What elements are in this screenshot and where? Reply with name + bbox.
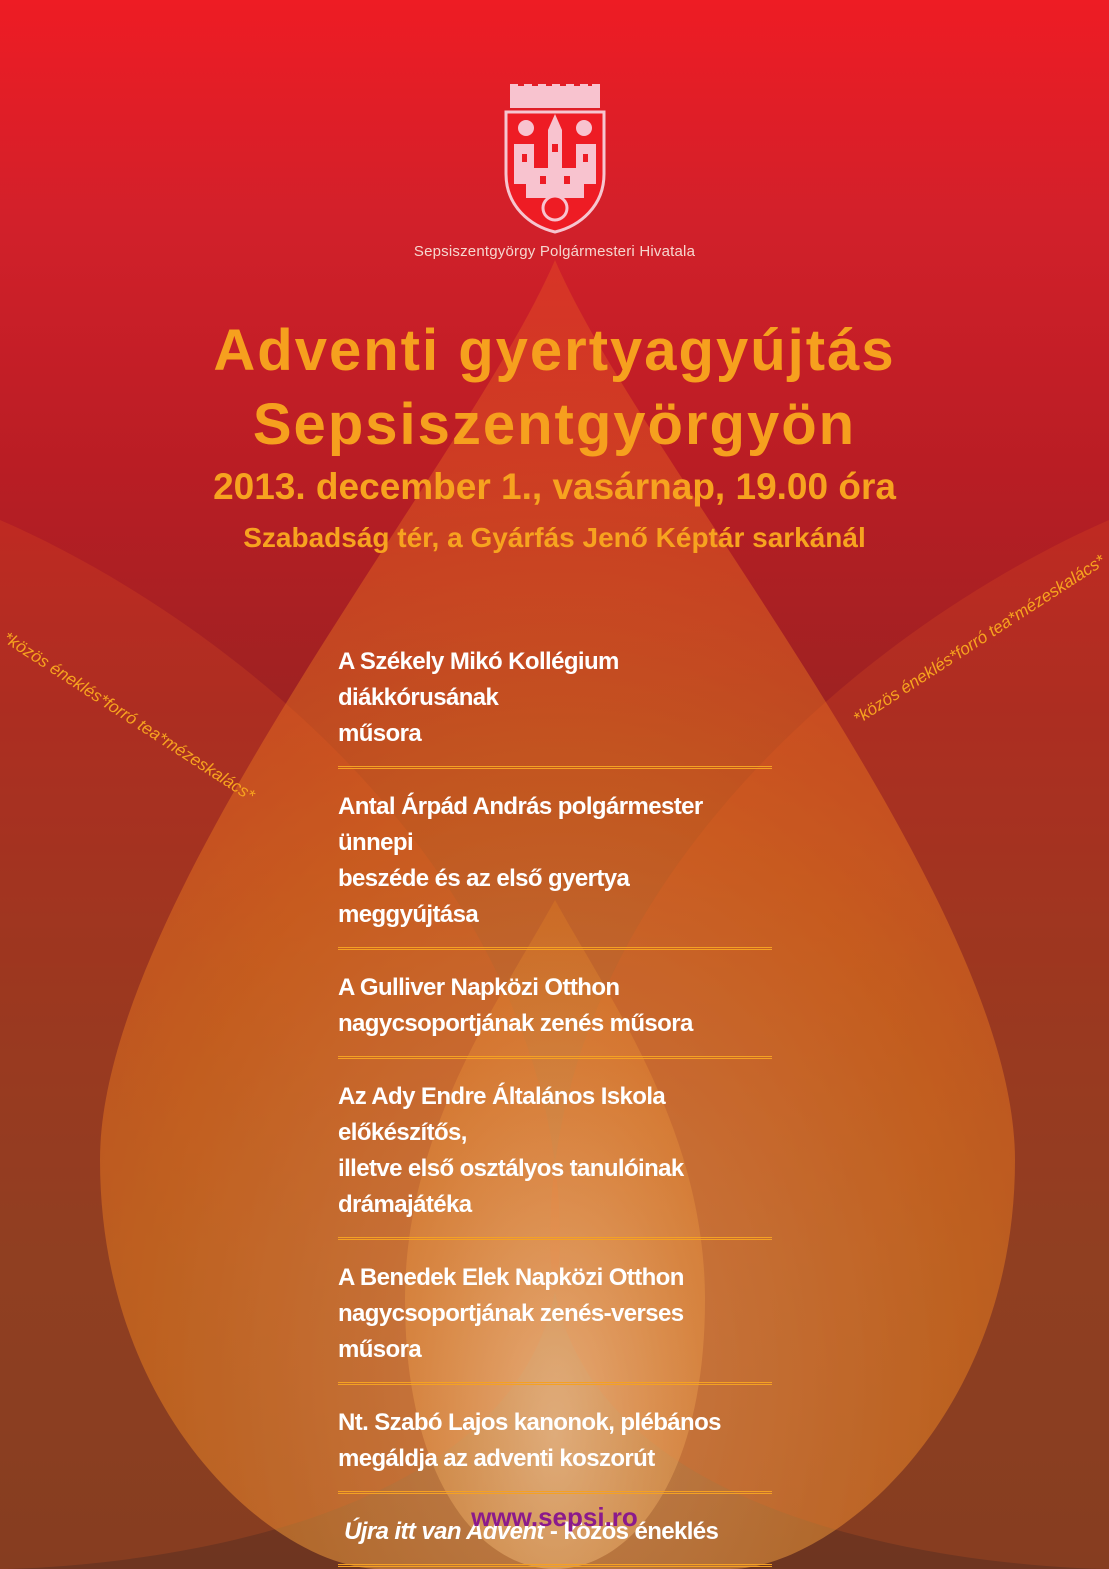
title-line-2: Sepsiszentgyörgyön [252,392,857,457]
city-coat-of-arms-logo [500,84,610,234]
title-line-1: Adventi gyertyagyújtás [213,318,896,383]
program-item: Nt. Szabó Lajos kanonok, plébános megáldja az adventi koszorút [338,1401,772,1494]
song-title: Újra itt van Advent [344,1518,544,1545]
program-item: A Benedek Elek Napközi Otthon nagycsoportjának zenés-verses műsora [338,1256,772,1385]
song-description: - közös éneklés [543,1518,719,1545]
side-tagline-left: *közös éneklés*forró tea*mézeskalács* [0,628,259,806]
side-tagline-right: *közös éneklés*forró tea*mézeskalács* [850,550,1109,728]
program-item: A Gulliver Napközi Otthon nagycsoportjának zenés műsora [338,966,772,1059]
event-location: Szabadság tér, a Gyárfás Jenő Képtár sarkánál [243,522,866,553]
website-link[interactable]: www.sepsi.ro [471,1502,638,1532]
event-date: 2013. december 1., vasárnap, 19.00 óra [213,466,896,507]
program-item: Antal Árpád András polgármester ünnepi beszéde és az első gyertya meggyújtása [338,785,772,950]
program-item: A Székely Mikó Kollégium diákkórusának műsora [338,640,772,769]
program-list [338,640,772,1569]
program-item: Az Ady Endre Általános Iskola előkészítős, illetve első osztályos tanulóinak drámajátéka [338,1075,772,1240]
organization-name: Sepsiszentgyörgy Polgármesteri Hivatala [413,243,696,260]
